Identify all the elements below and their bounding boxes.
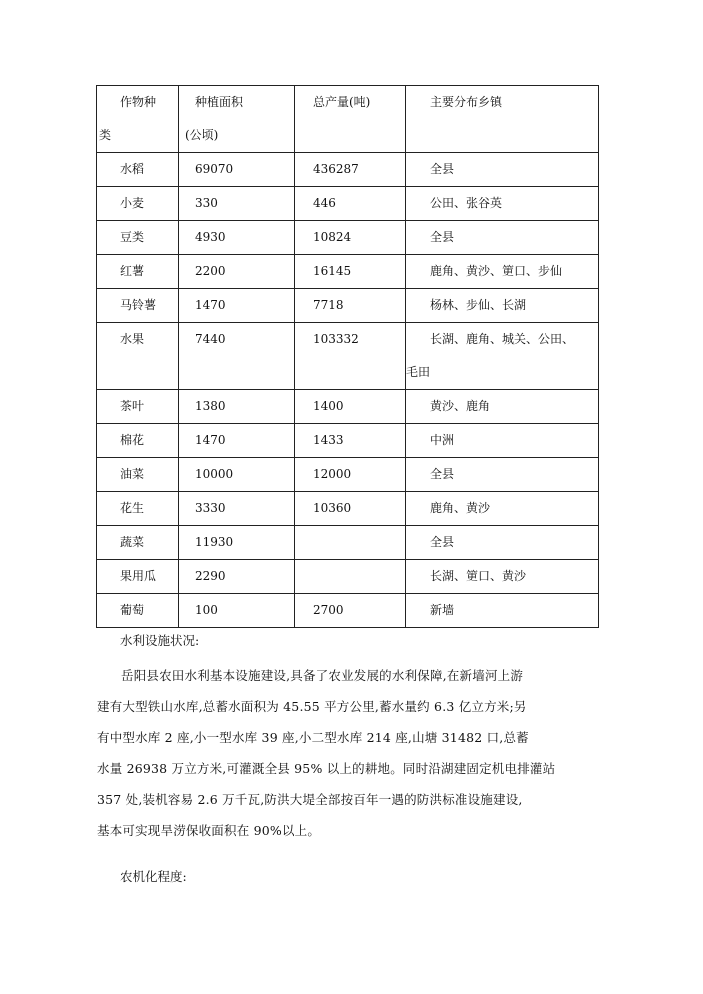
area-text: 100 bbox=[195, 603, 218, 617]
header-towns bbox=[406, 86, 599, 153]
area-text: 4930 bbox=[195, 230, 226, 244]
area-cell bbox=[179, 289, 295, 323]
water-paragraph bbox=[97, 660, 609, 846]
crop-cell bbox=[97, 424, 179, 458]
table-row bbox=[97, 526, 599, 560]
towns-cell bbox=[406, 187, 599, 221]
output-text: 446 bbox=[313, 196, 336, 210]
crop-text: 豆类 bbox=[120, 230, 145, 244]
output-cell bbox=[295, 187, 406, 221]
table-row bbox=[97, 390, 599, 424]
crop-cell bbox=[97, 526, 179, 560]
area-cell bbox=[179, 153, 295, 187]
crop-text: 红薯 bbox=[120, 264, 145, 278]
output-cell bbox=[295, 390, 406, 424]
crop-cell bbox=[97, 390, 179, 424]
crop-text: 棉花 bbox=[120, 433, 145, 447]
area-text: 1380 bbox=[195, 399, 226, 413]
area-cell bbox=[179, 492, 295, 526]
towns-text: 公田、张谷英 bbox=[430, 196, 503, 210]
crop-text: 茶叶 bbox=[120, 399, 145, 413]
towns-cell bbox=[406, 560, 599, 594]
output-cell bbox=[295, 492, 406, 526]
area-text: 11930 bbox=[195, 535, 234, 549]
towns-text: 全县 bbox=[430, 467, 455, 481]
crop-cell bbox=[97, 153, 179, 187]
towns-text: 鹿角、黄沙 bbox=[430, 501, 491, 515]
area-cell bbox=[179, 424, 295, 458]
table-row bbox=[97, 323, 599, 390]
area-text: 330 bbox=[195, 196, 218, 210]
towns-text: 杨林、步仙、长湖 bbox=[430, 298, 527, 312]
header-towns-text: 主要分布乡镇 bbox=[430, 95, 503, 109]
table-row bbox=[97, 255, 599, 289]
output-text: 12000 bbox=[313, 467, 352, 481]
towns-cell bbox=[406, 255, 599, 289]
crop-table bbox=[96, 85, 599, 628]
table-row bbox=[97, 221, 599, 255]
header-area-line2: (公顷) bbox=[185, 128, 219, 142]
output-text: 16145 bbox=[313, 264, 352, 278]
towns-text: 全县 bbox=[430, 535, 455, 549]
towns-text: 长湖、筻口、黄沙 bbox=[430, 569, 527, 583]
header-crop-line1: 作物种 bbox=[120, 95, 157, 109]
area-cell bbox=[179, 526, 295, 560]
area-text: 1470 bbox=[195, 298, 226, 312]
area-text: 10000 bbox=[195, 467, 234, 481]
output-cell bbox=[295, 255, 406, 289]
header-output bbox=[295, 86, 406, 153]
table-row bbox=[97, 153, 599, 187]
output-cell bbox=[295, 526, 406, 560]
area-text: 2290 bbox=[195, 569, 226, 583]
crop-cell bbox=[97, 560, 179, 594]
water-heading: 水利设施状况: bbox=[120, 633, 200, 648]
towns-text: 新墙 bbox=[430, 603, 455, 617]
table-row bbox=[97, 560, 599, 594]
crop-text: 油菜 bbox=[120, 467, 145, 481]
crop-cell bbox=[97, 187, 179, 221]
crop-cell bbox=[97, 289, 179, 323]
output-text: 10824 bbox=[313, 230, 352, 244]
water-line-4: 水量 26938 万立方米,可灌溉全县 95% 以上的耕地。同时沿湖建固定机电排灌站 bbox=[97, 761, 556, 776]
towns-text: 中洲 bbox=[430, 433, 455, 447]
crop-cell bbox=[97, 323, 179, 390]
crop-cell bbox=[97, 221, 179, 255]
mech-heading: 农机化程度: bbox=[120, 869, 187, 884]
area-cell bbox=[179, 221, 295, 255]
towns-cell bbox=[406, 289, 599, 323]
towns-text: 全县 bbox=[430, 230, 455, 244]
output-text: 2700 bbox=[313, 603, 344, 617]
output-text: 10360 bbox=[313, 501, 352, 515]
crop-text: 果用瓜 bbox=[120, 569, 157, 583]
area-text: 1470 bbox=[195, 433, 226, 447]
output-cell bbox=[295, 153, 406, 187]
crop-cell bbox=[97, 255, 179, 289]
water-line-3: 有中型水库 2 座,小一型水库 39 座,小二型水库 214 座,山塘 31482 口,总蓄 bbox=[97, 730, 529, 745]
table-row bbox=[97, 594, 599, 628]
towns-cell bbox=[406, 221, 599, 255]
towns-text: 黄沙、鹿角 bbox=[430, 399, 491, 413]
area-cell bbox=[179, 187, 295, 221]
towns-cell bbox=[406, 153, 599, 187]
towns-cell bbox=[406, 458, 599, 492]
output-text: 1400 bbox=[313, 399, 344, 413]
towns-text: 全县 bbox=[430, 162, 455, 176]
crop-cell bbox=[97, 594, 179, 628]
header-crop-line2: 类 bbox=[99, 128, 112, 142]
header-area-line1: 种植面积 bbox=[195, 95, 244, 109]
crop-text: 葡萄 bbox=[120, 603, 145, 617]
header-area bbox=[179, 86, 295, 153]
output-cell bbox=[295, 323, 406, 390]
crop-text: 水果 bbox=[120, 332, 145, 346]
output-cell bbox=[295, 458, 406, 492]
crop-text: 花生 bbox=[120, 501, 145, 515]
table-row bbox=[97, 187, 599, 221]
output-text: 1433 bbox=[313, 433, 344, 447]
water-line-1-text: 岳阳县农田水利基本设施建设,具备了农业发展的水利保障,在新墙河上游 bbox=[121, 668, 524, 683]
towns-cell bbox=[406, 323, 599, 390]
table-header-row bbox=[97, 86, 599, 153]
header-crop bbox=[97, 86, 179, 153]
area-text: 3330 bbox=[195, 501, 226, 515]
towns-cell bbox=[406, 390, 599, 424]
area-cell bbox=[179, 390, 295, 424]
area-text: 7440 bbox=[195, 332, 226, 346]
output-text: 436287 bbox=[313, 162, 359, 176]
output-cell bbox=[295, 424, 406, 458]
water-line-5: 357 处,装机容易 2.6 万千瓦,防洪大堤全部按百年一遇的防洪标准设施建设, bbox=[97, 792, 523, 807]
table-row bbox=[97, 492, 599, 526]
output-text: 103332 bbox=[313, 332, 359, 346]
area-cell bbox=[179, 323, 295, 390]
area-cell bbox=[179, 594, 295, 628]
area-cell bbox=[179, 458, 295, 492]
crop-text: 蔬菜 bbox=[120, 535, 145, 549]
output-cell bbox=[295, 560, 406, 594]
output-cell bbox=[295, 221, 406, 255]
water-line-2: 建有大型铁山水库,总蓄水面积为 45.55 平方公里,蓄水量约 6.3 亿立方米;另 bbox=[97, 699, 527, 714]
towns-cell bbox=[406, 526, 599, 560]
area-text: 69070 bbox=[195, 162, 234, 176]
water-line-1 bbox=[97, 660, 609, 691]
towns-text-cont: 毛田 bbox=[406, 365, 431, 379]
area-text: 2200 bbox=[195, 264, 226, 278]
towns-text: 长湖、鹿角、城关、公田、 bbox=[430, 332, 575, 346]
crop-text: 小麦 bbox=[120, 196, 145, 210]
header-output-text: 总产量(吨) bbox=[313, 95, 371, 109]
towns-cell bbox=[406, 594, 599, 628]
output-text: 7718 bbox=[313, 298, 344, 312]
output-cell bbox=[295, 289, 406, 323]
table-row bbox=[97, 424, 599, 458]
water-line-6: 基本可实现旱涝保收面积在 90%以上。 bbox=[97, 823, 321, 838]
towns-cell bbox=[406, 492, 599, 526]
area-cell bbox=[179, 560, 295, 594]
area-cell bbox=[179, 255, 295, 289]
towns-cell bbox=[406, 424, 599, 458]
table-row bbox=[97, 289, 599, 323]
crop-cell bbox=[97, 458, 179, 492]
crop-text: 马铃薯 bbox=[120, 298, 157, 312]
crop-cell bbox=[97, 492, 179, 526]
output-cell bbox=[295, 594, 406, 628]
table-row bbox=[97, 458, 599, 492]
crop-text: 水稻 bbox=[120, 162, 145, 176]
towns-text: 鹿角、黄沙、筻口、步仙 bbox=[430, 264, 563, 278]
